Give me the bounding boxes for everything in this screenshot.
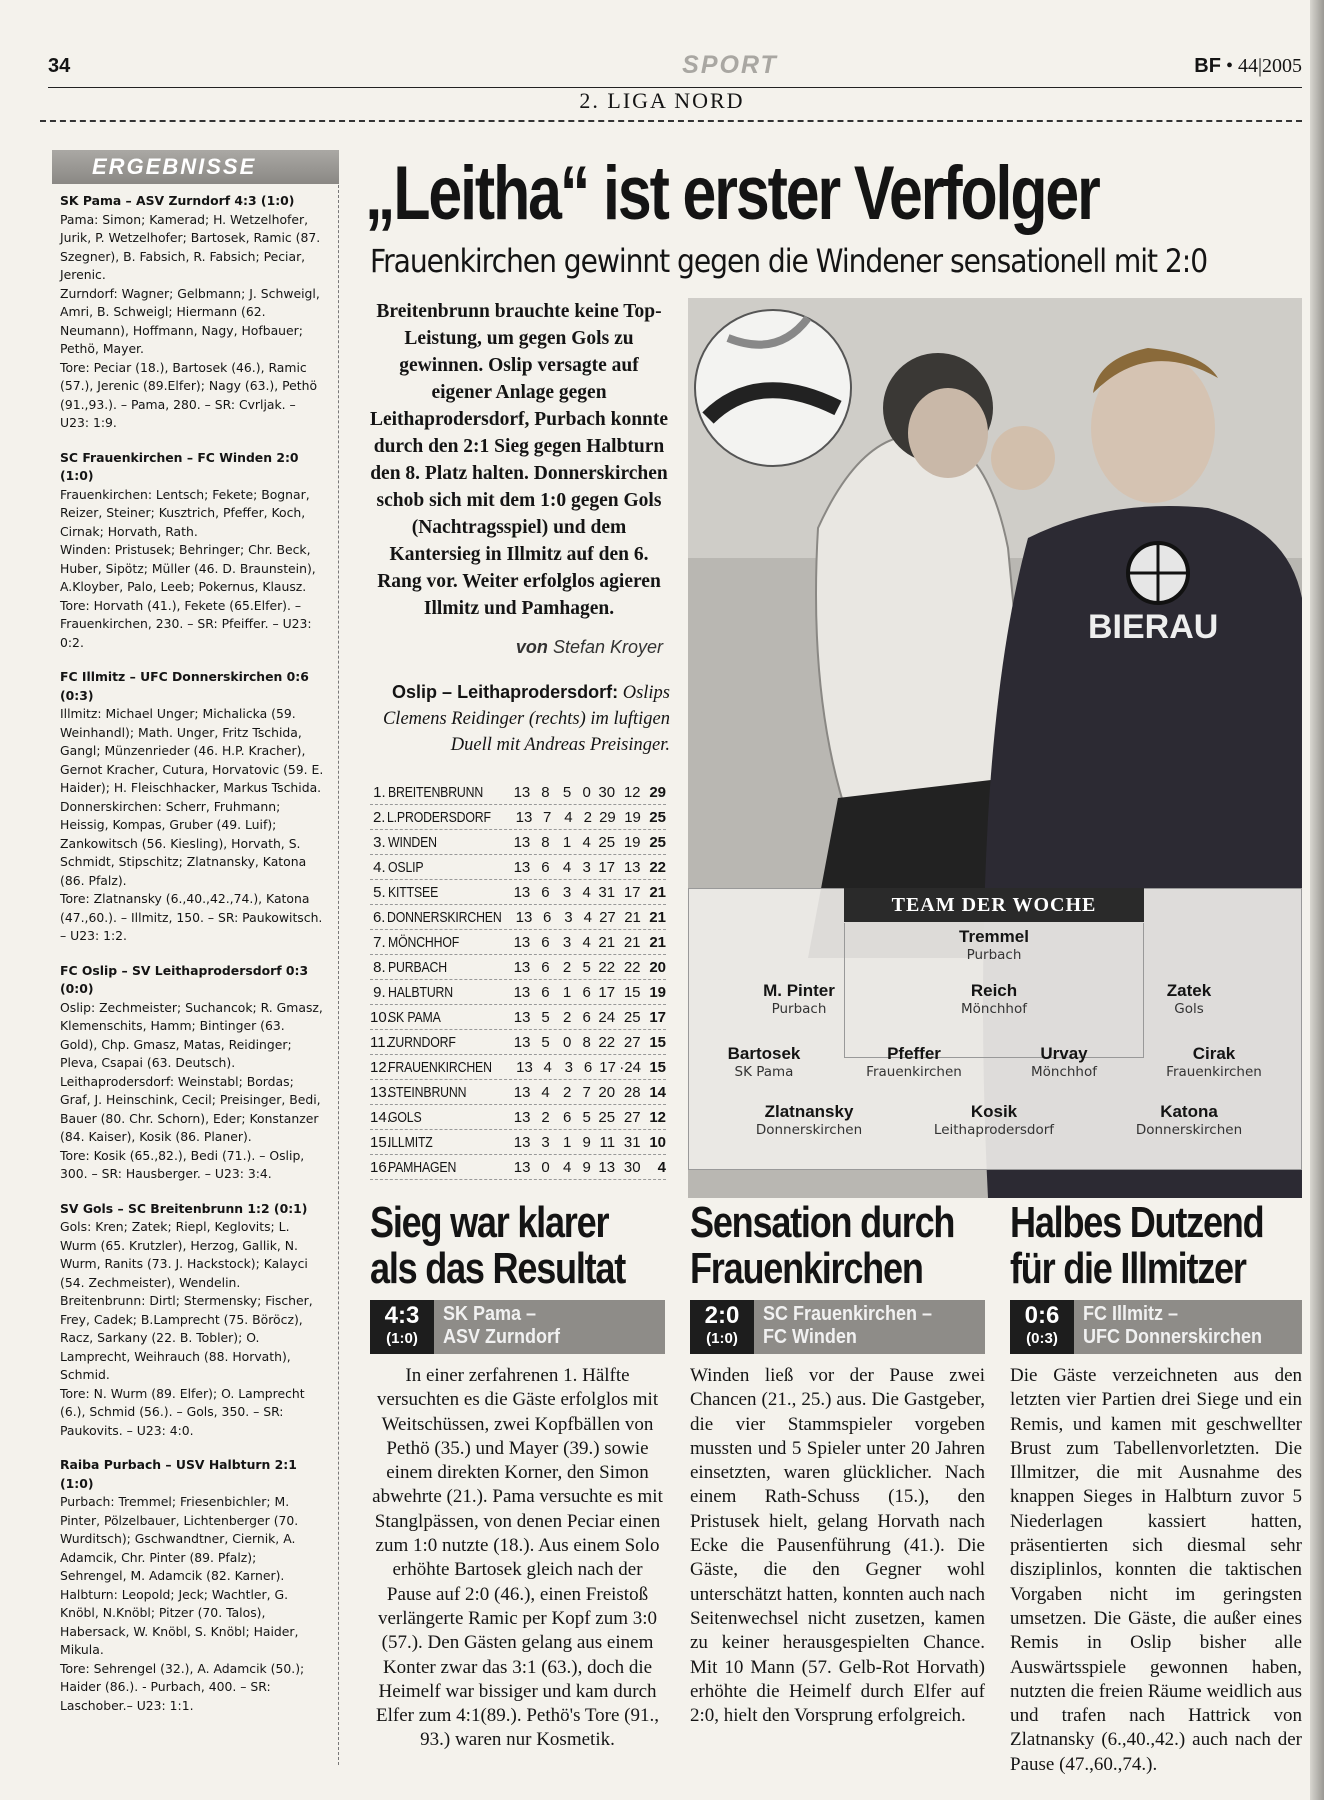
table-losses: 5 <box>582 958 591 976</box>
score-box <box>1010 1300 1074 1354</box>
author-line <box>368 637 663 658</box>
table-losses: 9 <box>582 1133 591 1151</box>
report-title <box>1010 1198 1264 1293</box>
match-result <box>60 962 324 1184</box>
match-detail: Gols: Kren; Zatek; Riepl, Keglovits; L. Wurm (65. Krutzler), Herzog, Gallik, N. Wurm, Ranits (73. J. Hackstock); Kalayci (54. Zechmeister), Wendelin. <box>60 1219 308 1290</box>
lead-paragraph: Breitenbrunn brauchte keine Top-Leistung, um gegen Gols zu gewinnen. Oslip versagte auf eigener Anlage gegen Leithaprodersdorf, Purbach konnte durch den 2:1 Sieg gegen Halbturn den 8. Platz halten. Donnerskirchen schob sich mit dem 1:0 gegen Gols (Nachtragsspiel) und dem Kantersieg in Illmitz auf den 6. Rang vor. Weiter erfolglos agieren Illmitz und Pamhagen. <box>369 301 669 619</box>
table-losses: 3 <box>582 858 591 876</box>
table-wins: 8 <box>541 833 550 851</box>
player-name: Katona <box>1160 1102 1218 1121</box>
player-name: Tremmel <box>959 927 1029 946</box>
player-club: Mönchhof <box>1030 1064 1097 1080</box>
table-team: BREITENBRUNN <box>387 783 483 801</box>
table-goals-for: 22 <box>598 958 616 976</box>
table-team: WINDEN <box>387 833 437 851</box>
table-goals-for: 13 <box>598 1158 616 1176</box>
author-prefix: von <box>515 637 548 657</box>
table-draws: 3 <box>562 883 572 901</box>
table-goals-for: 20 <box>598 1083 616 1101</box>
table-row <box>370 980 666 1005</box>
table-points: 15 <box>649 1033 666 1051</box>
player-name: Cirak <box>1192 1044 1236 1063</box>
table-goals-against: 19 <box>623 833 641 851</box>
issue-number: 44|2005 <box>1237 55 1302 77</box>
table-goals-for: 17 <box>598 983 616 1001</box>
table-position: 10. <box>370 1008 391 1026</box>
report-title-line: Halbes Dutzend <box>1010 1198 1264 1247</box>
table-team: PAMHAGEN <box>388 1158 457 1176</box>
match-detail: Tore: Sehrengel (32.), A. Adamcik (50.); Haider (86.). - Purbach, 400. – SR: Laschober.– U23: 1:1. <box>60 1660 305 1713</box>
table-losses: 6 <box>582 1008 591 1026</box>
photo-caption <box>370 680 670 758</box>
table-position: 14. <box>370 1108 391 1126</box>
table-points: 25 <box>649 833 667 851</box>
table-played: 13 <box>513 1033 531 1051</box>
table-row <box>370 1055 666 1080</box>
table-position: 9. <box>373 983 386 1001</box>
match-detail: Winden: Pristusek; Behringer; Chr. Beck, Huber, Sipötz; Müller (46. D. Braunstein), A.Kloyber, Palo, Leeb; Pokernus, Klausz. <box>60 542 316 594</box>
table-team: ILLMITZ <box>388 1133 433 1151</box>
player-card <box>1099 1102 1279 1138</box>
player-card <box>729 1102 889 1138</box>
table-losses: 9 <box>582 1158 591 1176</box>
table-goals-for: 31 <box>598 883 616 901</box>
player-club: Purbach <box>771 1001 827 1017</box>
table-wins: 5 <box>541 1008 550 1026</box>
player-name: Reich <box>970 981 1018 1000</box>
table-points: 29 <box>649 783 667 801</box>
match-result <box>60 449 324 653</box>
table-points: 15 <box>649 1058 667 1076</box>
table-position: 4. <box>373 858 386 876</box>
player-name: Pfeffer <box>887 1044 941 1063</box>
table-wins: 6 <box>543 908 552 926</box>
table-draws: 3 <box>564 908 573 926</box>
results-list <box>52 184 330 1715</box>
report-text: In einer zerfahrenen 1. Hälfte versuchten es die Gäste erfolglos mit Weitschüssen, zwei Kopfbällen von Pethö (35.) und Mayer (39.) sowie einem direkten Korner, den Simon abwehrte (21.). Pama versuchte es mit Stanglpässen, von denen Peciar einen zum 1:0 nutzte (18.). Aus einem Solo erhöhte Bartosek gleich nach der Pause auf 2:0 (46.), einen Freistoß verlängerte Ramic per Kopf zum 3:0 (57.). Den Gästen gelang aus einem Konter zwar das 3:1 (63.), doch die Heimelf war bissiger und kam durch Elfer zum 4:1(89.). Pethö's Tore (91., 93.) waren nur Kosmetik. <box>372 1365 663 1751</box>
table-row <box>370 1030 666 1055</box>
report-text: Winden ließ vor der Pause zwei Chancen (21., 25.) aus. Die Gastgeber, die vier Stammspieler vorgeben mussten und 5 Spieler unter 20 Jahren einsetzten, waren glücklicher. Nach einem Rath-Schuss (15.), den Pristusek hielt, gelang Horvath nach Ecke die Pausenführung (41.). Die Gäste, die den Gegner wohl unterschätzt hatten, konnten auch nach Seitenwechsel nicht zusetzen, kamen zu keiner herausgespielten Chance. Mit 10 Mann (57. Gelb-Rot Horvath) erhöhte die Heimelf durch Elfer auf 2:0, hielt den Vorsprung erfolgreich. <box>690 1365 985 1727</box>
player-club: Leithaprodersdorf <box>933 1122 1055 1138</box>
table-row <box>370 830 666 855</box>
match-detail: Oslip: Zechmeister; Suchancok; R. Gmasz, Klemenschits, Hamm; Bintinger (63. Gold), Chp. Gmasz, Matas, Reidinger; Pleva, Csapai (63. Deutsch). <box>60 999 323 1070</box>
table-goals-against: 25 <box>623 1008 641 1026</box>
report-pama-zurndorf <box>370 1200 665 1753</box>
table-goals-against: 21 <box>624 908 641 926</box>
table-goals-against: 17 <box>623 883 641 901</box>
match-teams <box>434 1300 560 1354</box>
table-draws: 2 <box>562 1083 572 1101</box>
table-draws: 2 <box>562 1008 572 1026</box>
page-edge <box>1310 0 1324 1800</box>
table-draws: 1 <box>562 833 572 851</box>
table-points: 22 <box>649 858 667 876</box>
match-result <box>60 1456 324 1715</box>
table-position: 5. <box>373 883 386 901</box>
player-card <box>689 1044 839 1080</box>
table-goals-against: 13 <box>623 858 641 876</box>
final-score: 2:0 <box>704 1302 740 1329</box>
player-name: Bartosek <box>727 1044 801 1063</box>
league-table <box>370 780 666 1180</box>
issue-label: BF • 44|2005 <box>1194 55 1302 77</box>
score-bar <box>1010 1300 1302 1354</box>
table-played: 13 <box>513 1008 531 1026</box>
match-detail: Tore: Peciar (18.), Bartosek (46.), Ramic (57.), Jerenic (89.Elfer); Nagy (63.), Pethö (91.,93.). – Pama, 280. – SR: Cvrljak. – U23: 1:9. <box>60 359 318 430</box>
table-position: 15. <box>370 1133 391 1151</box>
table-wins: 4 <box>543 1058 552 1076</box>
score-box <box>370 1300 434 1354</box>
halftime-score: (1:0) <box>706 1330 738 1347</box>
table-team: GOLS <box>388 1108 422 1126</box>
match-heading: FC Oslip – SV Leithaprodersdorf 0:3 (0:0) <box>60 962 309 996</box>
final-score: 0:6 <box>1024 1302 1060 1329</box>
match-detail: Breitenbrunn: Dirtl; Stermensky; Fischer, Frey, Cadek; B.Lamprecht (75. Böröcz), Racz, Sarkany (22. B. Tobler); O. Lamprecht, Weihrauch (88. Horvath), Schmid. <box>60 1293 313 1382</box>
table-draws: 4 <box>564 808 573 826</box>
table-played: 13 <box>513 783 531 801</box>
results-title: ERGEBNISSE <box>52 150 339 184</box>
score-box <box>690 1300 754 1354</box>
player-card <box>709 981 889 1017</box>
table-goals-for: 11 <box>599 1133 616 1151</box>
player-name: Kosik <box>970 1102 1018 1121</box>
table-played: 13 <box>515 908 533 926</box>
table-played: 13 <box>513 983 531 1001</box>
table-wins: 4 <box>541 1083 550 1101</box>
jersey-sponsor: BIERAU <box>1088 608 1219 646</box>
player-club: Donnerskirchen <box>1135 1122 1243 1138</box>
table-position: 12. <box>370 1058 391 1076</box>
table-wins: 5 <box>541 1033 550 1051</box>
table-points: 12 <box>649 1108 666 1126</box>
player-name: Zatek <box>1166 981 1212 1000</box>
table-row <box>370 780 666 805</box>
table-losses: 4 <box>582 933 591 951</box>
table-row <box>370 805 666 830</box>
match-heading: SC Frauenkirchen – FC Winden 2:0 (1:0) <box>60 449 299 483</box>
match-teams <box>754 1300 932 1354</box>
home-team: FC Illmitz – <box>1083 1303 1179 1325</box>
table-played: 13 <box>513 958 531 976</box>
author-name: Stefan Kroyer <box>552 637 663 657</box>
subheadline: Frauenkirchen gewinnt gegen die Windener sensationell mit 2:0 <box>370 242 1208 280</box>
report-title-line: Sensation durch <box>690 1198 955 1247</box>
table-row <box>370 855 666 880</box>
table-losses: 6 <box>583 1058 593 1076</box>
match-detail: Tore: N. Wurm (89. Elfer); O. Lamprecht (6.), Schmid (56.). – Gols, 350. – SR: Paukovits. – U23: 4:0. <box>60 1385 305 1438</box>
table-goals-against: 22 <box>623 958 641 976</box>
table-played: 13 <box>513 1108 531 1126</box>
report-illmitz-donnerskirchen <box>1010 1200 1302 1777</box>
table-position: 8. <box>373 958 386 976</box>
table-position: 1. <box>373 783 386 801</box>
table-position: 6. <box>372 908 386 926</box>
table-draws: 0 <box>562 1033 572 1051</box>
table-goals-for: 30 <box>598 783 616 801</box>
table-goals-against: 19 <box>624 808 641 826</box>
table-goals-for: 24 <box>598 1008 616 1026</box>
player-club: SK Pama <box>734 1064 794 1080</box>
table-goals-for: 29 <box>599 808 616 826</box>
table-draws: 3 <box>564 1058 573 1076</box>
report-title-line: Sieg war klarer <box>370 1198 609 1247</box>
section-label: SPORT <box>682 51 778 79</box>
table-draws: 1 <box>562 983 572 1001</box>
player-name: Urvay <box>1040 1044 1088 1063</box>
table-draws: 3 <box>562 933 572 951</box>
table-played: 13 <box>513 858 531 876</box>
table-losses: 2 <box>583 808 592 826</box>
match-detail: Frauenkirchen: Lentsch; Fekete; Bognar, Reizer, Steiner; Kusztrich, Pfeffer, Koch, Cirnak; Horvath, Rath. <box>60 486 310 539</box>
table-row <box>370 1080 666 1105</box>
table-team: PURBACH <box>387 958 447 976</box>
table-team: L.PRODERSDORF <box>387 808 492 826</box>
table-losses: 6 <box>582 983 591 1001</box>
table-draws: 6 <box>562 1108 572 1126</box>
table-team: ZURNDORF <box>388 1033 456 1051</box>
score-bar <box>690 1300 985 1354</box>
table-team: OSLIP <box>387 858 424 876</box>
report-title-line: für die Illmitzer <box>1010 1244 1246 1293</box>
table-position: 16. <box>370 1158 391 1176</box>
table-team: MÖNCHHOF <box>387 933 459 951</box>
table-goals-against: 28 <box>623 1083 641 1101</box>
caption-text: Oslips Clemens Reidinger (rechts) im luftigen Duell mit Andreas Preisinger. <box>382 683 670 755</box>
table-team: SK PAMA <box>388 1008 441 1026</box>
table-points: 25 <box>649 808 666 826</box>
match-detail: Illmitz: Michael Unger; Michalicka (59. Weinhandl); Math. Unger, Fritz Tschida, Gangl; Münzenrieder (46. H.P. Kracher), Gernot Kracher, Cutura, Horvatovic (59. E. Haider); H. Fleischhacker, Markus Tschida. <box>60 706 324 795</box>
report-title-line: als das Resultat <box>370 1244 626 1293</box>
player-club: Donnerskirchen <box>755 1122 863 1138</box>
table-goals-against: 31 <box>623 1133 641 1151</box>
match-heading: Raiba Purbach – USV Halbturn 2:1 (1:0) <box>60 1457 297 1491</box>
report-text: Die Gäste verzeichneten aus den letzten vier Partien drei Siege und ein Remis, und kamen mit geschwellter Brust zum Tabellenvorletzten. Die Illmitzer, die mit Ausnahme des knappen Sieges in Halbturn zuvor 5 Niederlagen kassiert hatten, präsentierten sich diesmal sehr disziplinlos, konnten die taktischen Vorgaben nicht im geringsten umsetzen. Die Gäste, die außer eines Remis in Oslip bisher alle Auswärtsspiele gewonnen haben, nutzten die freien Räume weidlich aus und trafen nach Hattrick von Zlatnansky (6.,40.,42.) auch nach der Pause (47.,60.,74.). <box>1010 1365 1302 1775</box>
match-detail: Tore: Horvath (41.), Fekete (65.Elfer). – Frauenkirchen, 230. – SR: Pfeiffer. – U23: 0:2. <box>60 597 312 650</box>
table-row <box>370 905 666 930</box>
team-of-the-week <box>688 888 1302 1170</box>
halftime-score: (1:0) <box>386 1330 418 1347</box>
table-wins: 0 <box>541 1158 550 1176</box>
table-points: 21 <box>649 908 666 926</box>
table-row <box>370 955 666 980</box>
table-losses: 8 <box>582 1033 591 1051</box>
match-heading: FC Illmitz – UFC Donnerskirchen 0:6 (0:3) <box>60 669 309 703</box>
table-wins: 6 <box>541 883 550 901</box>
table-draws: 4 <box>562 1158 572 1176</box>
table-losses: 7 <box>582 1083 591 1101</box>
report-title <box>370 1198 626 1293</box>
table-played: 13 <box>516 1058 533 1076</box>
away-team: FC Winden <box>763 1326 857 1348</box>
player-card <box>904 981 1084 1017</box>
table-goals-for: 17 <box>598 858 616 876</box>
table-row <box>370 880 666 905</box>
league-title: 2. LIGA NORD <box>579 88 745 113</box>
table-played: 13 <box>513 1133 531 1151</box>
table-losses: 5 <box>582 1108 591 1126</box>
table-wins: 6 <box>541 983 550 1001</box>
table-draws: 1 <box>562 1133 572 1151</box>
table-row <box>370 1130 666 1155</box>
table-wins: 3 <box>541 1133 550 1151</box>
page-header <box>40 51 1302 91</box>
player-card <box>904 1102 1084 1138</box>
away-team: UFC Donnerskirchen <box>1083 1326 1263 1348</box>
table-goals-against: ·24 <box>619 1058 641 1076</box>
headline: „Leitha“ ist erster Verfolger <box>365 151 1099 236</box>
table-position: 3. <box>373 833 386 851</box>
table-goals-against: 15 <box>623 983 641 1001</box>
table-wins: 8 <box>541 783 550 801</box>
report-frauenkirchen-winden <box>690 1200 985 1728</box>
player-card <box>1139 1044 1289 1080</box>
table-goals-for: 21 <box>598 933 616 951</box>
table-draws: 2 <box>562 958 572 976</box>
table-position: 2. <box>372 808 386 826</box>
table-points: 10 <box>649 1133 666 1151</box>
table-goals-against: 27 <box>623 1108 641 1126</box>
player-club: Frauenkirchen <box>866 1064 962 1080</box>
final-score: 4:3 <box>384 1302 420 1329</box>
table-team: FRAUENKIRCHEN <box>388 1058 492 1076</box>
table-points: 21 <box>649 933 667 951</box>
halftime-score: (0:3) <box>1026 1330 1058 1347</box>
match-detail: Halbturn: Leopold; Jeck; Wachtler, G. Knöbl, N.Knöbl; Pitzer (70. Talos), Habersack, W. Knöbl, S. Knöbl; Haider, Mikula. <box>60 1586 299 1657</box>
table-wins: 6 <box>541 958 550 976</box>
table-team: DONNERSKIRCHEN <box>387 908 503 926</box>
table-points: 14 <box>649 1083 666 1101</box>
player-club: Gols <box>1174 1001 1204 1017</box>
match-detail: Zurndorf: Wagner; Gelbmann; J. Schweigl, Amri, B. Schweigl; Hiermann (62. Neumann), Hoffmann, Nagy, Hofbauer; Pethö, Mayer. <box>60 285 320 356</box>
table-wins: 6 <box>541 858 550 876</box>
table-goals-for: 22 <box>598 1033 616 1051</box>
table-draws: 4 <box>562 858 572 876</box>
table-row <box>370 1105 666 1130</box>
match-heading: SV Gols – SC Breitenbrunn 1:2 (0:1) <box>60 1200 308 1216</box>
report-title <box>690 1198 955 1293</box>
match-detail: Tore: Kosik (65.,82.), Bedi (71.). – Oslip, 300. – SR: Hausberger. – U23: 3:4. <box>60 1147 305 1181</box>
table-team: HALBTURN <box>387 983 453 1001</box>
table-points: 19 <box>649 983 667 1001</box>
table-points: 20 <box>649 958 667 976</box>
table-played: 13 <box>515 808 533 826</box>
caption-title: Oslip – Leithaprodersdorf: <box>392 682 619 702</box>
table-position: 7. <box>373 933 386 951</box>
home-team: SC Frauenkirchen – <box>763 1303 933 1325</box>
table-wins: 6 <box>541 933 550 951</box>
dashed-divider <box>40 120 1302 122</box>
table-points: 4 <box>657 1158 666 1176</box>
match-result <box>60 192 324 433</box>
table-row <box>370 930 666 955</box>
match-detail: Pama: Simon; Kamerad; H. Wetzelhofer, Jurik, P. Wetzelhofer; Bartosek, Ramic (87. Szegner), B. Fabsich, R. Fabsich; Peciar, Jerenic. <box>60 211 321 282</box>
table-played: 13 <box>513 1158 531 1176</box>
table-position: 11. <box>370 1033 390 1051</box>
player-card <box>1099 981 1279 1017</box>
table-losses: 4 <box>583 908 592 926</box>
player-card <box>989 1044 1139 1080</box>
table-goals-for: 25 <box>598 833 616 851</box>
table-goals-for: 17 <box>599 1058 616 1076</box>
player-club: Frauenkirchen <box>1166 1064 1262 1080</box>
player-club: Mönchhof <box>960 1001 1027 1017</box>
match-result <box>60 668 324 946</box>
table-wins: 7 <box>543 808 552 826</box>
table-points: 17 <box>649 1008 666 1026</box>
table-position: 13. <box>370 1083 391 1101</box>
table-losses: 0 <box>582 783 591 801</box>
table-team: KITTSEE <box>387 883 438 901</box>
team-of-week-title: TEAM DER WOCHE <box>844 888 1144 922</box>
table-points: 21 <box>649 883 667 901</box>
match-detail: Purbach: Tremmel; Friesenbichler; M. Pinter, Pölzelbauer, Lichtenberger (70. Wurditsch); Gschwandtner, Ciernik, A. Adamcik, Chr. Pinter (89. Pfalz); Sehrengel, M. Adamcik (82. Karner). <box>60 1494 299 1583</box>
match-detail: Tore: Zlatnansky (6.,40.,42.,74.), Katona (47.,60.). – Illmitz, 150. – SR: Paukowitsch. – U23: 1:2. <box>60 891 323 943</box>
table-draws: 5 <box>562 783 572 801</box>
match-detail: Leithaprodersdorf: Weinstabl; Bordas; Graf, J. Heinschink, Cecil; Preisinger, Bedi, Bauer (80. Chr. Schorn), Eder; Konstanzer (84. Kaiser), Kosik (86. Planer). <box>60 1073 321 1144</box>
table-goals-against: 12 <box>623 783 641 801</box>
match-result <box>60 1200 324 1441</box>
table-played: 13 <box>513 883 531 901</box>
match-heading: SK Pama – ASV Zurndorf 4:3 (1:0) <box>60 193 295 208</box>
table-goals-for: 27 <box>599 908 616 926</box>
player-card <box>904 927 1084 963</box>
table-goals-against: 30 <box>623 1158 641 1176</box>
player-card <box>839 1044 989 1080</box>
match-teams <box>1074 1300 1262 1354</box>
report-title-line: Frauenkirchen <box>690 1244 923 1293</box>
page-number: 34 <box>48 55 71 77</box>
match-detail: Donnerskirchen: Scherr, Fruhmann; Heissig, Kompas, Gruber (49. Luif); Zankowitsch (56. Kiesling), Horvath, S. Schmidt, Stipschitz; Zlatnansky, Katona (86. Pfalz). <box>60 798 307 888</box>
table-losses: 4 <box>582 883 591 901</box>
table-goals-against: 21 <box>623 933 641 951</box>
table-team: STEINBRUNN <box>388 1083 467 1101</box>
home-team: SK Pama – <box>443 1303 537 1325</box>
player-club: Purbach <box>966 947 1022 963</box>
table-row <box>370 1155 666 1180</box>
table-wins: 2 <box>541 1108 550 1126</box>
table-goals-against: 27 <box>623 1033 641 1051</box>
table-played: 13 <box>513 1083 531 1101</box>
publication-name: BF <box>1194 55 1221 77</box>
away-team: ASV Zurndorf <box>443 1326 560 1348</box>
table-played: 13 <box>513 933 531 951</box>
table-row <box>370 1005 666 1030</box>
table-losses: 4 <box>582 833 591 851</box>
table-played: 13 <box>513 833 531 851</box>
results-column <box>52 150 339 1765</box>
table-goals-for: 25 <box>598 1108 616 1126</box>
player-name: Zlatnansky <box>764 1102 854 1121</box>
score-bar <box>370 1300 665 1354</box>
player-name: M. Pinter <box>763 981 835 1000</box>
